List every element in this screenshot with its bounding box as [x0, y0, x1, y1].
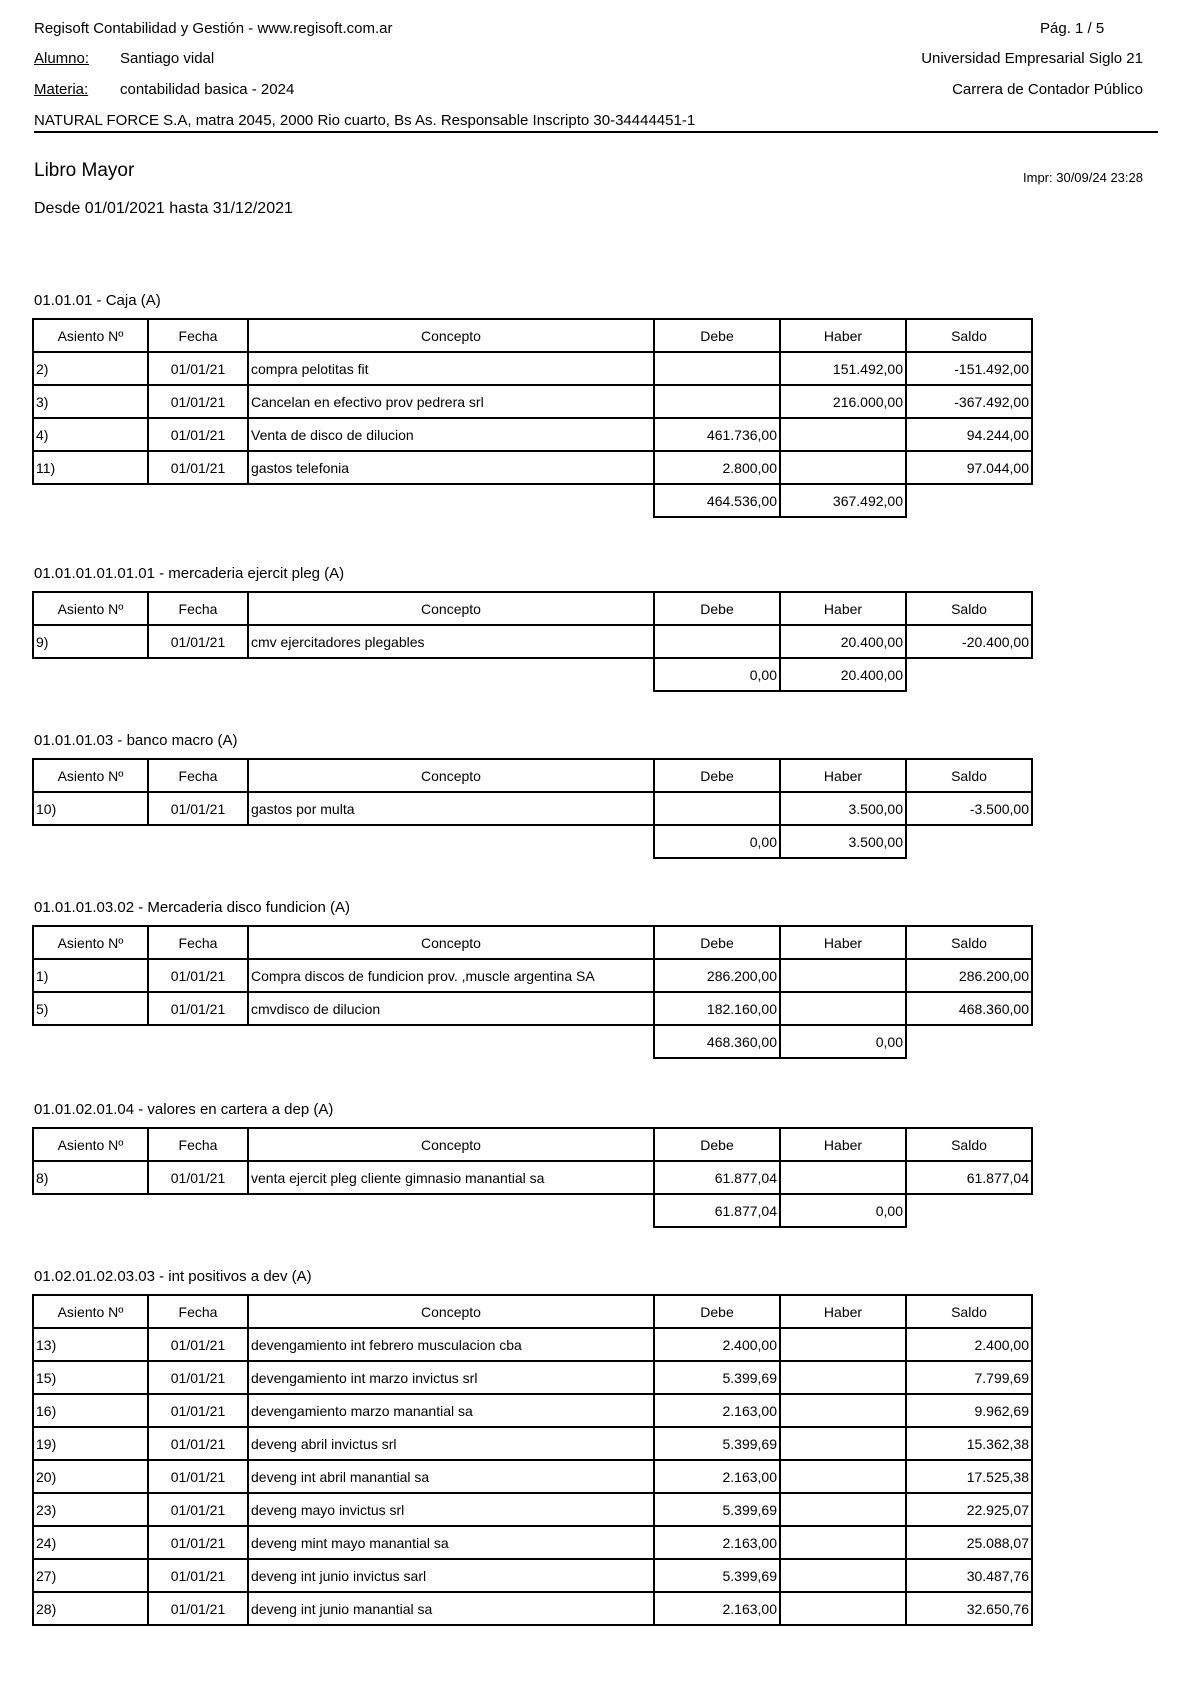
table-row: [33, 1427, 1032, 1460]
entry-balance: 97.044,00: [906, 451, 1032, 484]
column-header: Debe: [654, 926, 780, 959]
entry-date: 01/01/21: [148, 418, 248, 451]
entry-concept: gastos por multa: [248, 792, 654, 825]
date-range: Desde 01/01/2021 hasta 31/12/2021: [34, 200, 293, 217]
table-row: [33, 1361, 1032, 1394]
entry-concept: devengamiento marzo manantial sa: [248, 1394, 654, 1427]
entry-date: 01/01/21: [148, 625, 248, 658]
account-title: 01.01.01.03.02 - Mercaderia disco fundicion (A): [34, 899, 351, 916]
column-header: Asiento Nº: [33, 1295, 148, 1328]
column-header: Asiento Nº: [33, 1128, 148, 1161]
entry-credit: 3.500,00: [780, 792, 906, 825]
entry-balance: 22.925,07: [906, 1493, 1032, 1526]
entry-date: 01/01/21: [148, 352, 248, 385]
entry-debit: 5.399,69: [654, 1559, 780, 1592]
entry-credit: [780, 1394, 906, 1427]
account-title: 01.01.01.01.01.01 - mercaderia ejercit pleg (A): [34, 565, 345, 582]
total-credit: 0,00: [780, 1025, 906, 1058]
table-row: [33, 1161, 1032, 1194]
totals-row: [33, 484, 1032, 517]
entry-date: 01/01/21: [148, 1526, 248, 1559]
column-header: Fecha: [148, 759, 248, 792]
entry-number: 1): [33, 959, 148, 992]
entry-balance: -151.492,00: [906, 352, 1032, 385]
entry-number: 5): [33, 992, 148, 1025]
column-header: Haber: [780, 1295, 906, 1328]
entry-date: 01/01/21: [148, 1592, 248, 1625]
totals-row: [33, 1194, 1032, 1227]
entry-debit: 182.160,00: [654, 992, 780, 1025]
entry-balance: 61.877,04: [906, 1161, 1032, 1194]
total-credit: 0,00: [780, 1194, 906, 1227]
column-header: Debe: [654, 759, 780, 792]
entry-balance: 25.088,07: [906, 1526, 1032, 1559]
entry-concept: Cancelan en efectivo prov pedrera srl: [248, 385, 654, 418]
entry-balance: -367.492,00: [906, 385, 1032, 418]
entry-credit: 20.400,00: [780, 625, 906, 658]
entry-debit: 286.200,00: [654, 959, 780, 992]
entry-concept: deveng mayo invictus srl: [248, 1493, 654, 1526]
table-row: [33, 1394, 1032, 1427]
account-table: [32, 758, 1033, 859]
column-header: Concepto: [248, 592, 654, 625]
table-row: [33, 625, 1032, 658]
career-name: Carrera de Contador Público: [952, 81, 1143, 98]
entry-balance: -20.400,00: [906, 625, 1032, 658]
entry-number: 4): [33, 418, 148, 451]
entry-concept: Venta de disco de dilucion: [248, 418, 654, 451]
entry-credit: [780, 1361, 906, 1394]
column-header: Saldo: [906, 1295, 1032, 1328]
entry-debit: 2.163,00: [654, 1460, 780, 1493]
entry-balance: 7.799,69: [906, 1361, 1032, 1394]
entry-number: 19): [33, 1427, 148, 1460]
entry-debit: [654, 625, 780, 658]
column-header: Debe: [654, 1128, 780, 1161]
table-row: [33, 1328, 1032, 1361]
column-header: Asiento Nº: [33, 759, 148, 792]
account-table: [32, 1127, 1033, 1228]
entry-credit: 151.492,00: [780, 352, 906, 385]
entry-concept: deveng int abril manantial sa: [248, 1460, 654, 1493]
entry-credit: [780, 1427, 906, 1460]
column-header: Haber: [780, 319, 906, 352]
column-header: Debe: [654, 592, 780, 625]
total-debit: 464.536,00: [654, 484, 780, 517]
entry-date: 01/01/21: [148, 959, 248, 992]
entry-debit: [654, 385, 780, 418]
column-header: Concepto: [248, 1295, 654, 1328]
entry-balance: 2.400,00: [906, 1328, 1032, 1361]
entry-concept: cmvdisco de dilucion: [248, 992, 654, 1025]
entry-concept: devengamiento int marzo invictus srl: [248, 1361, 654, 1394]
entry-debit: 461.736,00: [654, 418, 780, 451]
entry-date: 01/01/21: [148, 451, 248, 484]
entry-date: 01/01/21: [148, 1460, 248, 1493]
account-title: 01.02.01.02.03.03 - int positivos a dev (A): [34, 1268, 312, 1285]
entry-debit: 2.163,00: [654, 1592, 780, 1625]
column-header: Fecha: [148, 592, 248, 625]
column-header: Haber: [780, 592, 906, 625]
entry-credit: 216.000,00: [780, 385, 906, 418]
account-title: 01.01.01.03 - banco macro (A): [34, 732, 238, 749]
entry-debit: 5.399,69: [654, 1361, 780, 1394]
entry-number: 20): [33, 1460, 148, 1493]
account-title: 01.01.02.01.04 - valores en cartera a dep (A): [34, 1101, 334, 1118]
total-credit: 20.400,00: [780, 658, 906, 691]
page-number: Pág. 1 / 5: [1040, 20, 1105, 37]
entry-number: 16): [33, 1394, 148, 1427]
column-header: Fecha: [148, 926, 248, 959]
table-row: [33, 385, 1032, 418]
entry-balance: 94.244,00: [906, 418, 1032, 451]
column-header: Debe: [654, 1295, 780, 1328]
table-row: [33, 1460, 1032, 1493]
company-line: Regisoft Contabilidad y Gestión - www.regisoft.com.ar: [34, 20, 393, 37]
entry-balance: 286.200,00: [906, 959, 1032, 992]
entry-credit: [780, 1460, 906, 1493]
total-credit: 3.500,00: [780, 825, 906, 858]
account-title: 01.01.01 - Caja (A): [34, 292, 161, 309]
column-header: Haber: [780, 926, 906, 959]
university-name: Universidad Empresarial Siglo 21: [921, 50, 1143, 67]
entry-number: 9): [33, 625, 148, 658]
entry-debit: [654, 792, 780, 825]
column-header: Saldo: [906, 926, 1032, 959]
column-header: Asiento Nº: [33, 592, 148, 625]
entry-date: 01/01/21: [148, 792, 248, 825]
column-header: Debe: [654, 319, 780, 352]
entry-number: 11): [33, 451, 148, 484]
total-debit: 0,00: [654, 658, 780, 691]
entry-date: 01/01/21: [148, 385, 248, 418]
entry-concept: deveng int junio invictus sarl: [248, 1559, 654, 1592]
entry-credit: [780, 1592, 906, 1625]
alumno-label: Alumno:: [34, 50, 90, 67]
total-credit: 367.492,00: [780, 484, 906, 517]
table-row: [33, 1526, 1032, 1559]
table-row: [33, 352, 1032, 385]
entry-concept: deveng mint mayo manantial sa: [248, 1526, 654, 1559]
column-header: Concepto: [248, 926, 654, 959]
total-debit: 468.360,00: [654, 1025, 780, 1058]
column-header: Fecha: [148, 1128, 248, 1161]
entry-number: 24): [33, 1526, 148, 1559]
entry-debit: 2.163,00: [654, 1394, 780, 1427]
entry-concept: cmv ejercitadores plegables: [248, 625, 654, 658]
table-row: [33, 418, 1032, 451]
column-header: Saldo: [906, 592, 1032, 625]
account-table: [32, 1294, 1033, 1626]
entry-number: 27): [33, 1559, 148, 1592]
entry-balance: 30.487,76: [906, 1559, 1032, 1592]
entry-balance: 32.650,76: [906, 1592, 1032, 1625]
entry-debit: [654, 352, 780, 385]
account-table: [32, 318, 1033, 518]
table-row: [33, 1559, 1032, 1592]
total-debit: 0,00: [654, 825, 780, 858]
table-row: [33, 1493, 1032, 1526]
entry-date: 01/01/21: [148, 1328, 248, 1361]
entry-date: 01/01/21: [148, 1427, 248, 1460]
entry-credit: [780, 418, 906, 451]
total-debit: 61.877,04: [654, 1194, 780, 1227]
column-header: Saldo: [906, 759, 1032, 792]
entry-concept: venta ejercit pleg cliente gimnasio manantial sa: [248, 1161, 654, 1194]
entity-line: NATURAL FORCE S.A, matra 2045, 2000 Rio cuarto, Bs As. Responsable Inscripto 30-34444451-1: [34, 112, 696, 129]
column-header: Concepto: [248, 319, 654, 352]
entry-number: 8): [33, 1161, 148, 1194]
entry-credit: [780, 959, 906, 992]
entry-date: 01/01/21: [148, 1361, 248, 1394]
entry-balance: 9.962,69: [906, 1394, 1032, 1427]
column-header: Concepto: [248, 759, 654, 792]
entry-credit: [780, 1493, 906, 1526]
entry-concept: devengamiento int febrero musculacion cba: [248, 1328, 654, 1361]
entry-concept: gastos telefonia: [248, 451, 654, 484]
column-header: Fecha: [148, 1295, 248, 1328]
entry-number: 10): [33, 792, 148, 825]
column-header: Saldo: [906, 1128, 1032, 1161]
entry-debit: 2.400,00: [654, 1328, 780, 1361]
entry-credit: [780, 451, 906, 484]
entry-date: 01/01/21: [148, 1493, 248, 1526]
entry-credit: [780, 1161, 906, 1194]
alumno-name: Santiago vidal: [120, 50, 215, 67]
column-header: Haber: [780, 759, 906, 792]
entry-date: 01/01/21: [148, 1394, 248, 1427]
entry-concept: Compra discos de fundicion prov. ,muscle argentina SA: [248, 959, 654, 992]
table-row: [33, 451, 1032, 484]
entry-number: 23): [33, 1493, 148, 1526]
table-row: [33, 959, 1032, 992]
entry-debit: 5.399,69: [654, 1493, 780, 1526]
entry-number: 2): [33, 352, 148, 385]
entry-concept: deveng abril invictus srl: [248, 1427, 654, 1460]
totals-row: [33, 658, 1032, 691]
totals-row: [33, 825, 1032, 858]
entry-credit: [780, 1526, 906, 1559]
column-header: Fecha: [148, 319, 248, 352]
entry-number: 13): [33, 1328, 148, 1361]
entry-credit: [780, 1559, 906, 1592]
account-table: [32, 591, 1033, 692]
column-header: Saldo: [906, 319, 1032, 352]
entry-balance: 468.360,00: [906, 992, 1032, 1025]
print-timestamp: Impr: 30/09/24 23:28: [1023, 170, 1143, 185]
column-header: Asiento Nº: [33, 926, 148, 959]
table-row: [33, 792, 1032, 825]
table-row: [33, 1592, 1032, 1625]
entry-balance: 15.362,38: [906, 1427, 1032, 1460]
account-table: [32, 925, 1033, 1059]
entry-number: 3): [33, 385, 148, 418]
entry-credit: [780, 1328, 906, 1361]
entry-debit: 5.399,69: [654, 1427, 780, 1460]
column-header: Haber: [780, 1128, 906, 1161]
entry-date: 01/01/21: [148, 992, 248, 1025]
entry-number: 28): [33, 1592, 148, 1625]
entry-number: 15): [33, 1361, 148, 1394]
table-row: [33, 992, 1032, 1025]
entry-concept: compra pelotitas fit: [248, 352, 654, 385]
header-divider: [34, 131, 1158, 133]
entry-debit: 2.163,00: [654, 1526, 780, 1559]
entry-debit: 61.877,04: [654, 1161, 780, 1194]
materia-label: Materia:: [34, 81, 89, 98]
totals-row: [33, 1025, 1032, 1058]
materia-name: contabilidad basica - 2024: [120, 81, 295, 98]
column-header: Asiento Nº: [33, 319, 148, 352]
column-header: Concepto: [248, 1128, 654, 1161]
report-title: Libro Mayor: [34, 160, 135, 181]
entry-date: 01/01/21: [148, 1161, 248, 1194]
entry-credit: [780, 992, 906, 1025]
entry-balance: 17.525,38: [906, 1460, 1032, 1493]
entry-debit: 2.800,00: [654, 451, 780, 484]
entry-balance: -3.500,00: [906, 792, 1032, 825]
entry-date: 01/01/21: [148, 1559, 248, 1592]
entry-concept: deveng int junio manantial sa: [248, 1592, 654, 1625]
